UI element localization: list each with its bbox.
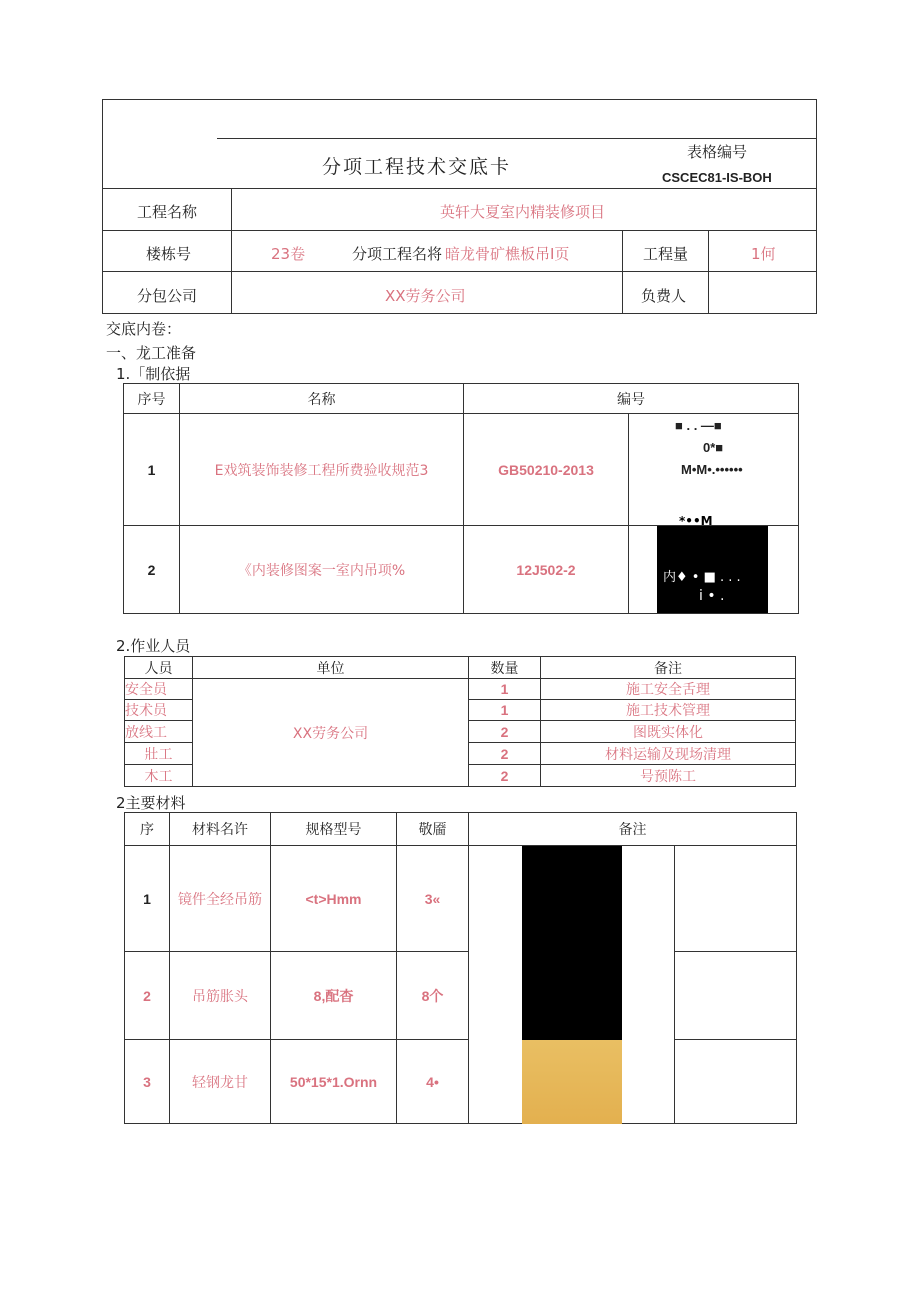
worker-note: 图既实体化 <box>541 721 796 743</box>
noise-text: 0*■ <box>703 440 724 455</box>
material-qty: 4• <box>397 1040 469 1124</box>
prep-title: 一、龙工准备 <box>106 344 197 362</box>
row-line-3 <box>102 271 817 272</box>
materials-header-no: 序 <box>125 813 170 846</box>
material-note <box>675 1040 797 1124</box>
material-spec: 50*15*1.Ornn <box>271 1040 397 1124</box>
content-label: 交底内卷： <box>106 320 182 338</box>
material-photo <box>522 1040 622 1124</box>
table-row <box>124 384 799 414</box>
responsible-label: 负费人 <box>641 287 687 305</box>
worker-qty: 2 <box>469 765 541 787</box>
form-no-label: 表格编号 <box>687 143 748 161</box>
project-value: 英轩大夏室内精装修项目 <box>440 203 606 221</box>
material-name: 轻钢龙甘 <box>170 1040 271 1124</box>
worker-qty: 2 <box>469 743 541 765</box>
worker-note: 材料运输及现场清理 <box>541 743 796 765</box>
worker-note: 号预陈工 <box>541 765 796 787</box>
header-top-line <box>217 138 817 139</box>
worker-qty: 2 <box>469 721 541 743</box>
basis-row-extra <box>629 414 799 526</box>
basis-row-code: GB50210-2013 <box>464 414 629 526</box>
worker-qty: 1 <box>469 700 541 721</box>
material-no: 3 <box>125 1040 170 1124</box>
basis-row-name: 《内装修图案一室内吊项% <box>180 526 464 614</box>
basis-row-code: 12J502-2 <box>464 526 629 614</box>
worker-note: 施工安全舌理 <box>541 679 796 700</box>
materials-title: 2主要材料 <box>116 794 186 812</box>
workers-header-qty: 数量 <box>469 657 541 679</box>
basis-header-no: 序号 <box>124 384 180 414</box>
worker-note: 施工技术管理 <box>541 700 796 721</box>
materials-table <box>124 812 797 1124</box>
workers-title: 2.作业人员 <box>116 637 191 655</box>
material-photo-cell <box>469 846 675 1124</box>
quantity-value: 1何 <box>751 245 776 263</box>
workers-header-unit: 单位 <box>193 657 469 679</box>
table-row <box>124 526 799 614</box>
table-row <box>125 1040 797 1124</box>
worker-role: 技术员 <box>125 700 193 721</box>
building-label: 楼栋号 <box>146 245 192 263</box>
noise-text: 内♦ • ■ . . . <box>663 570 741 585</box>
basis-row-name: E戏筑装饰装修工程所费验收规范3 <box>180 414 464 526</box>
basis-row-no: 1 <box>124 414 180 526</box>
quantity-label: 工程量 <box>643 245 689 263</box>
material-no: 2 <box>125 952 170 1040</box>
material-qty: 3« <box>397 846 469 952</box>
subitem-label: 分项工程名将 <box>352 245 443 263</box>
table-row <box>125 657 796 679</box>
materials-header-spec: 规格型号 <box>271 813 397 846</box>
materials-header-note: 备注 <box>469 813 797 846</box>
workers-header-note: 备注 <box>541 657 796 679</box>
table-row <box>125 813 797 846</box>
table-row <box>125 846 797 952</box>
materials-header-name: 材料名许 <box>170 813 271 846</box>
worker-role: 放线工 <box>125 721 193 743</box>
worker-role: 壯工 <box>125 743 193 765</box>
material-qty: 8个 <box>397 952 469 1040</box>
row-line-1 <box>102 188 817 189</box>
basis-table <box>123 383 799 614</box>
material-note <box>675 952 797 1040</box>
materials-header-qty: 敬靥 <box>397 813 469 846</box>
col-line-1 <box>231 188 232 314</box>
table-row <box>124 414 799 526</box>
project-label: 工程名称 <box>137 203 198 221</box>
basis-header-name: 名称 <box>180 384 464 414</box>
worker-role: 安全员 <box>125 679 193 700</box>
table-row <box>125 952 797 1040</box>
noise-text: M•M•.•••••• <box>681 462 743 477</box>
building-value: 23卷 <box>271 245 306 263</box>
row-line-2 <box>102 230 817 231</box>
page-title: 分项工程技术交底卡 <box>322 156 512 178</box>
col-line-3 <box>708 230 709 314</box>
subcontractor-label: 分包公司 <box>137 287 198 305</box>
basis-title: 1.「制依据 <box>116 365 191 383</box>
workers-header-role: 人员 <box>125 657 193 679</box>
material-name: 镜件全经吊筋 <box>170 846 271 952</box>
noise-text: i • . <box>699 588 725 604</box>
noise-text: ■ . . —■ <box>675 418 722 433</box>
basis-row-no: 2 <box>124 526 180 614</box>
form-no-value: CSCEC81-IS-BOH <box>662 170 772 185</box>
material-spec: 8,配杳 <box>271 952 397 1040</box>
subitem-value: 暗龙骨矿樵板吊I页 <box>445 245 570 263</box>
table-row <box>125 679 796 700</box>
material-no: 1 <box>125 846 170 952</box>
worker-role: 木工 <box>125 765 193 787</box>
material-name: 吊筋胀头 <box>170 952 271 1040</box>
material-spec: <t>Hmm <box>271 846 397 952</box>
redacted-photo <box>522 846 622 1040</box>
noise-text: *••M <box>679 514 713 528</box>
basis-row-extra <box>629 514 799 614</box>
worker-qty: 1 <box>469 679 541 700</box>
material-note <box>675 846 797 952</box>
basis-header-code: 编号 <box>464 384 799 414</box>
worker-unit: XX劳务公司 <box>193 679 469 787</box>
workers-table <box>124 656 796 787</box>
col-line-2 <box>622 230 623 314</box>
subcontractor-value: XX劳务公司 <box>385 287 466 305</box>
